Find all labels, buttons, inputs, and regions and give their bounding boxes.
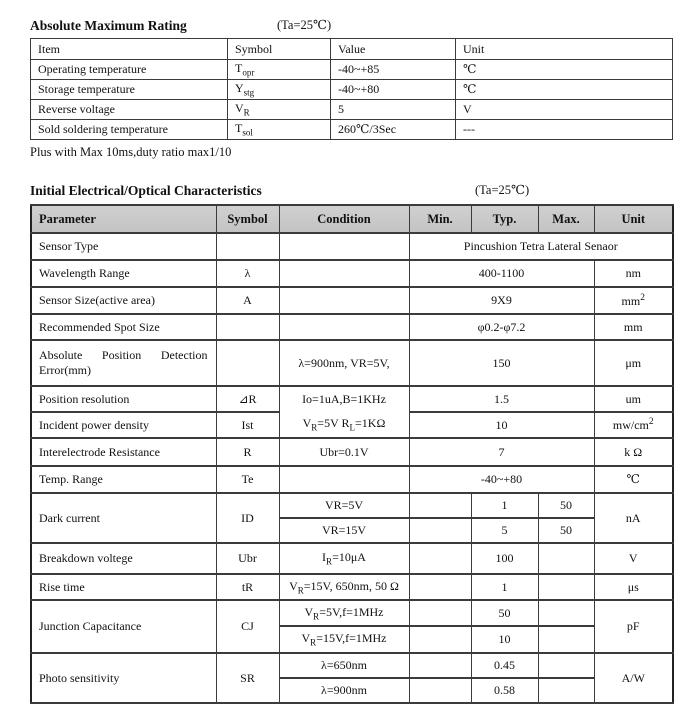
- unit-cell: ---: [456, 120, 673, 140]
- empty-symbol-cell: [216, 340, 279, 386]
- unit-cell: um: [594, 386, 673, 412]
- symbol-cell: ID: [216, 493, 279, 543]
- empty-max-cell: [538, 543, 594, 574]
- condition-cell: $V_R=5V,f=1MHz$: [279, 600, 409, 626]
- empty-min-cell: [409, 543, 471, 574]
- empty-condition-cell: [279, 314, 409, 340]
- value-cell: 5: [331, 100, 456, 120]
- empty-min-cell: [409, 653, 471, 678]
- symbol-cell: A: [216, 287, 279, 314]
- header-symbol: Symbol: [216, 205, 279, 233]
- condition-line2: $V_R=5V$ $R_L=1K\Omega$: [302, 415, 386, 433]
- condition-cell: λ=900nm, VR=5V,: [279, 340, 409, 386]
- parameter-line1: Absolute Position Detection: [39, 348, 208, 362]
- unit-cell: pF: [594, 600, 673, 653]
- condition-stack: [280, 387, 409, 437]
- electrical-optical-characteristics-table: [30, 204, 674, 704]
- header-unit: Unit: [594, 205, 673, 233]
- item-cell: Storage temperature: [31, 80, 228, 100]
- header-parameter: Parameter: [31, 205, 216, 233]
- parameter-cell: Rise time: [31, 574, 216, 600]
- symbol-cell: R: [216, 438, 279, 466]
- table2-header-row: [31, 205, 673, 233]
- table1-header-item: Item: [31, 39, 228, 60]
- condition-cell: λ=650nm: [279, 653, 409, 678]
- empty-condition-cell: [279, 287, 409, 314]
- value-cell: 260℃/3Sec: [331, 120, 456, 140]
- empty-min-cell: [409, 678, 471, 703]
- condition-cell: VR=15V: [279, 518, 409, 543]
- empty-max-cell: [538, 626, 594, 653]
- typ-cell: 50: [471, 600, 538, 626]
- row-sensor-size: [31, 287, 673, 314]
- condition-cell: $V_R=15V$, 650nm, 50 Ω: [279, 574, 409, 600]
- empty-min-cell: [409, 493, 471, 518]
- unit-cell: μs: [594, 574, 673, 600]
- condition-merged-cell: [279, 386, 409, 438]
- row-position-resolution: [31, 386, 673, 412]
- unit-cell: nm: [594, 260, 673, 287]
- row-wavelength-range: [31, 260, 673, 287]
- row-sensor-type: [31, 233, 673, 260]
- unit-cell: nA: [594, 493, 673, 543]
- table1-header-unit: Unit: [456, 39, 673, 60]
- symbol-cell: Te: [216, 466, 279, 493]
- typ-cell: 0.58: [471, 678, 538, 703]
- parameter-cell: Wavelength Range: [31, 260, 216, 287]
- symbol-cell: Ist: [216, 412, 279, 438]
- typ-cell: 0.45: [471, 653, 538, 678]
- empty-symbol-cell: [216, 314, 279, 340]
- item-cell: Operating temperature: [31, 60, 228, 80]
- table1-footnote: Plus with Max 10ms,duty ratio max1/10: [30, 145, 232, 159]
- value-cell: 10: [409, 412, 594, 438]
- table2-ta-note: (Ta=25℃): [475, 183, 530, 197]
- table1-title-bar: [30, 17, 672, 32]
- condition-line1: Io=1uA,B=1KHz: [302, 391, 386, 406]
- parameter-cell: Dark current: [31, 493, 216, 543]
- table1-ta-note: (Ta=25℃): [277, 18, 332, 32]
- parameter-cell: Position resolution: [31, 386, 216, 412]
- value-cell: -40~+85: [331, 60, 456, 80]
- header-typ: Typ.: [471, 205, 538, 233]
- unit-cell: k Ω: [594, 438, 673, 466]
- typ-cell: 1: [471, 574, 538, 600]
- symbol-cell: CJ: [216, 600, 279, 653]
- unit-cell: mm: [594, 314, 673, 340]
- value-cell: 400-1100: [409, 260, 594, 287]
- unit-cell: ℃: [456, 80, 673, 100]
- absolute-maximum-rating-table: [30, 38, 673, 140]
- parameter-cell: Photo sensitivity: [31, 653, 216, 703]
- value-cell: 150: [409, 340, 594, 386]
- symbol-cell: ⊿R: [216, 386, 279, 412]
- symbol-cell: $T_{sol}$: [228, 120, 331, 140]
- row-temp-range: [31, 466, 673, 493]
- parameter-cell: Incident power density: [31, 412, 216, 438]
- max-cell: 50: [538, 493, 594, 518]
- row-recommended-spot-size: [31, 314, 673, 340]
- empty-min-cell: [409, 574, 471, 600]
- empty-max-cell: [538, 678, 594, 703]
- value-cell: φ0.2-φ7.2: [409, 314, 594, 340]
- row-interelectrode-resistance: [31, 438, 673, 466]
- table1-header-row: [31, 39, 673, 60]
- empty-condition-cell: [279, 260, 409, 287]
- unit-cell: $mm^2$: [594, 287, 673, 314]
- row-dark-current-a: [31, 493, 673, 518]
- empty-min-cell: [409, 600, 471, 626]
- row-absolute-position-detection-error: [31, 340, 673, 386]
- empty-max-cell: [538, 574, 594, 600]
- row-sold-soldering-temperature: [31, 120, 673, 140]
- symbol-cell: SR: [216, 653, 279, 703]
- empty-condition-cell: [279, 233, 409, 260]
- unit-cell: $mw/cm^2$: [594, 412, 673, 438]
- parameter-line2: Error(mm): [39, 363, 91, 377]
- empty-min-cell: [409, 626, 471, 653]
- unit-cell: V: [594, 543, 673, 574]
- parameter-cell: Recommended Spot Size: [31, 314, 216, 340]
- typ-cell: 1: [471, 493, 538, 518]
- table2-title: Initial Electrical/Optical Characteristics: [30, 183, 262, 198]
- symbol-cell: tR: [216, 574, 279, 600]
- table1-title: Absolute Maximum Rating: [30, 18, 187, 33]
- header-condition: Condition: [279, 205, 409, 233]
- condition-cell: λ=900nm: [279, 678, 409, 703]
- value-cell: -40~+80: [409, 466, 594, 493]
- symbol-cell: $T_{opr}$: [228, 60, 331, 80]
- item-cell: Reverse voltage: [31, 100, 228, 120]
- condition-cell: $V_R=15V,f=1MHz$: [279, 626, 409, 653]
- row-operating-temperature: [31, 60, 673, 80]
- table2-title-bar: [30, 182, 672, 197]
- table1-header-value: Value: [331, 39, 456, 60]
- parameter-cell: Junction Capacitance: [31, 600, 216, 653]
- empty-condition-cell: [279, 466, 409, 493]
- unit-cell: A/W: [594, 653, 673, 703]
- row-reverse-voltage: [31, 100, 673, 120]
- parameter-cell: Sensor Size(active area): [31, 287, 216, 314]
- unit-cell: V: [456, 100, 673, 120]
- parameter-cell: [31, 340, 216, 386]
- value-cell: Pincushion Tetra Lateral Senaor: [409, 233, 673, 260]
- item-cell: Sold soldering temperature: [31, 120, 228, 140]
- symbol-cell: λ: [216, 260, 279, 287]
- empty-max-cell: [538, 653, 594, 678]
- unit-cell: ℃: [594, 466, 673, 493]
- row-breakdown-voltage: [31, 543, 673, 574]
- table1-header-symbol: Symbol: [228, 39, 331, 60]
- row-storage-temperature: [31, 80, 673, 100]
- unit-cell: ℃: [456, 60, 673, 80]
- value-cell: 9X9: [409, 287, 594, 314]
- condition-cell: VR=5V: [279, 493, 409, 518]
- parameter-cell: Sensor Type: [31, 233, 216, 260]
- condition-cell: Ubr=0.1V: [279, 438, 409, 466]
- row-rise-time: [31, 574, 673, 600]
- row-photo-sensitivity-a: [31, 653, 673, 678]
- parameter-cell: Interelectrode Resistance: [31, 438, 216, 466]
- parameter-cell: Breakdown voltege: [31, 543, 216, 574]
- header-min: Min.: [409, 205, 471, 233]
- parameter-cell: Temp. Range: [31, 466, 216, 493]
- symbol-cell: $Y_{stg}$: [228, 80, 331, 100]
- symbol-cell: Ubr: [216, 543, 279, 574]
- value-cell: -40~+80: [331, 80, 456, 100]
- empty-min-cell: [409, 518, 471, 543]
- typ-cell: 5: [471, 518, 538, 543]
- header-max: Max.: [538, 205, 594, 233]
- empty-symbol-cell: [216, 233, 279, 260]
- condition-cell: $I_R=10\mu A$: [279, 543, 409, 574]
- empty-max-cell: [538, 600, 594, 626]
- unit-cell: μm: [594, 340, 673, 386]
- value-cell: 7: [409, 438, 594, 466]
- max-cell: 50: [538, 518, 594, 543]
- symbol-cell: $V_R$: [228, 100, 331, 120]
- value-cell: 1.5: [409, 386, 594, 412]
- row-junction-capacitance-a: [31, 600, 673, 626]
- typ-cell: 100: [471, 543, 538, 574]
- typ-cell: 10: [471, 626, 538, 653]
